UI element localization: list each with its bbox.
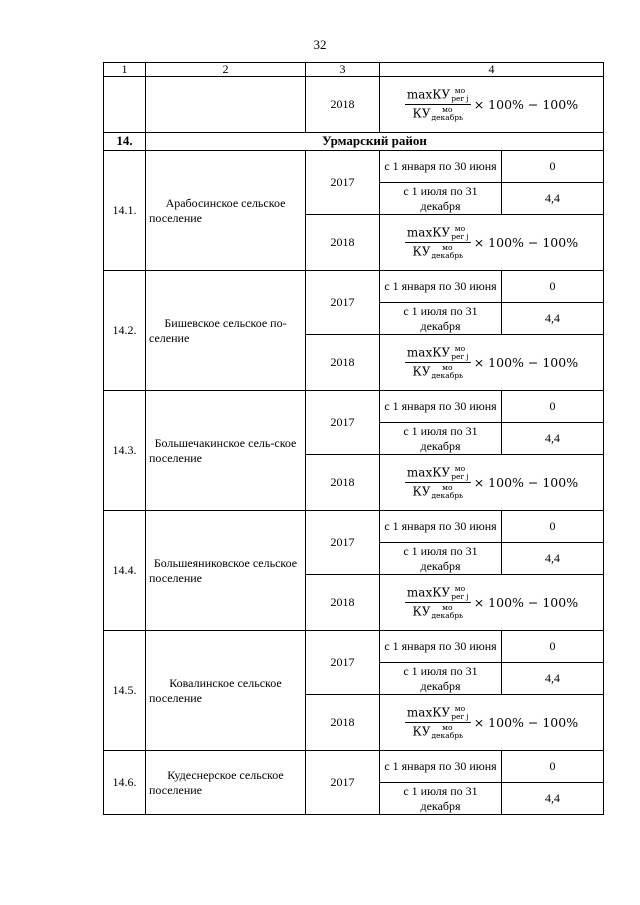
value-cell: 4,4 bbox=[502, 783, 604, 815]
formula-numerator: maxКУ мо per j bbox=[406, 464, 469, 481]
increase-formula bbox=[405, 345, 578, 380]
period-cell: с 1 июля по 31 декабря bbox=[380, 423, 502, 455]
table-row bbox=[104, 631, 604, 663]
formula-tail: × 100% − 100% bbox=[473, 714, 579, 730]
table-row bbox=[104, 391, 604, 423]
formula-tail: × 100% − 100% bbox=[473, 354, 579, 370]
formula-denominator: КУ мо декабрь bbox=[412, 105, 464, 122]
increase-formula bbox=[405, 585, 578, 620]
increase-formula bbox=[405, 87, 578, 122]
formula-numerator: maxКУ мо per j bbox=[406, 584, 469, 601]
formula-numerator: maxКУ мо per j bbox=[406, 224, 469, 241]
year-cell: 2017 bbox=[306, 511, 380, 575]
header-cell: 3 bbox=[306, 63, 380, 77]
increase-formula bbox=[405, 225, 578, 260]
formula-numerator: maxКУ мо per j bbox=[406, 344, 469, 361]
formula-denominator: КУ мо декабрь bbox=[412, 483, 464, 500]
value-cell: 0 bbox=[502, 751, 604, 783]
number-cell: 14.5. bbox=[104, 631, 146, 751]
value-cell: 4,4 bbox=[502, 423, 604, 455]
increase-formula bbox=[405, 465, 578, 500]
name-cell: Кудеснерское сельское поселение bbox=[146, 751, 306, 815]
table-row bbox=[104, 151, 604, 183]
formula-cell bbox=[380, 77, 604, 133]
formula-denominator: КУ мо декабрь bbox=[412, 243, 464, 260]
header-cell: 4 bbox=[380, 63, 604, 77]
formula-fraction bbox=[405, 345, 471, 380]
value-cell: 0 bbox=[502, 511, 604, 543]
formula-denominator: КУ мо декабрь bbox=[412, 363, 464, 380]
period-cell: с 1 января по 30 июня bbox=[380, 511, 502, 543]
year-cell: 2017 bbox=[306, 151, 380, 215]
period-cell: с 1 июля по 31 декабря bbox=[380, 303, 502, 335]
year-cell: 2017 bbox=[306, 631, 380, 695]
value-cell: 4,4 bbox=[502, 303, 604, 335]
formula-numerator: maxКУ мо per j bbox=[406, 86, 469, 103]
year-cell: 2018 bbox=[306, 695, 380, 751]
formula-denominator: КУ мо декабрь bbox=[412, 723, 464, 740]
number-cell: 14.1. bbox=[104, 151, 146, 271]
name-cell: Ковалинское сельское поселение bbox=[146, 631, 306, 751]
formula-tail: × 100% − 100% bbox=[473, 594, 579, 610]
value-cell: 4,4 bbox=[502, 183, 604, 215]
header-row bbox=[104, 63, 604, 77]
number-cell bbox=[104, 77, 146, 133]
header-cell: 1 bbox=[104, 63, 146, 77]
formula-cell bbox=[380, 575, 604, 631]
value-cell: 0 bbox=[502, 391, 604, 423]
formula-tail: × 100% − 100% bbox=[473, 234, 579, 250]
table-row bbox=[104, 751, 604, 783]
formula-denominator: КУ мо декабрь bbox=[412, 603, 464, 620]
number-cell: 14.4. bbox=[104, 511, 146, 631]
table-row bbox=[104, 511, 604, 543]
formula-fraction bbox=[405, 705, 471, 740]
value-cell: 0 bbox=[502, 631, 604, 663]
period-cell: с 1 июля по 31 декабря bbox=[380, 543, 502, 575]
period-cell: с 1 января по 30 июня bbox=[380, 151, 502, 183]
period-cell: с 1 июля по 31 декабря bbox=[380, 783, 502, 815]
section-row bbox=[104, 133, 604, 151]
formula-tail: × 100% − 100% bbox=[473, 474, 579, 490]
period-cell: с 1 января по 30 июня bbox=[380, 271, 502, 303]
formula-numerator: maxКУ мо per j bbox=[406, 704, 469, 721]
year-cell: 2018 bbox=[306, 575, 380, 631]
formula-fraction bbox=[405, 585, 471, 620]
name-cell: Арабосинское сельское поселение bbox=[146, 151, 306, 271]
period-cell: с 1 января по 30 июня bbox=[380, 391, 502, 423]
period-cell: с 1 января по 30 июня bbox=[380, 631, 502, 663]
name-cell: Большечакинское сель-ское поселение bbox=[146, 391, 306, 511]
section-title: Урмарский район bbox=[146, 133, 604, 151]
increase-formula bbox=[405, 705, 578, 740]
year-cell: 2018 bbox=[306, 335, 380, 391]
header-cell: 2 bbox=[146, 63, 306, 77]
formula-tail: × 100% − 100% bbox=[473, 96, 579, 112]
formula-fraction bbox=[405, 465, 471, 500]
table-row bbox=[104, 271, 604, 303]
name-cell: Большеяниковское сельское поселение bbox=[146, 511, 306, 631]
value-cell: 4,4 bbox=[502, 663, 604, 695]
table-row bbox=[104, 77, 604, 133]
formula-fraction bbox=[405, 87, 471, 122]
year-cell: 2018 bbox=[306, 455, 380, 511]
formula-cell bbox=[380, 215, 604, 271]
period-cell: с 1 июля по 31 декабря bbox=[380, 663, 502, 695]
year-cell: 2017 bbox=[306, 751, 380, 815]
value-cell: 0 bbox=[502, 151, 604, 183]
page-number: 32 bbox=[313, 37, 327, 52]
section-number: 14. bbox=[104, 133, 146, 151]
number-cell: 14.2. bbox=[104, 271, 146, 391]
year-cell: 2017 bbox=[306, 391, 380, 455]
period-cell: с 1 января по 30 июня bbox=[380, 751, 502, 783]
number-cell: 14.6. bbox=[104, 751, 146, 815]
tariff-table bbox=[103, 62, 604, 815]
value-cell: 4,4 bbox=[502, 543, 604, 575]
formula-cell bbox=[380, 455, 604, 511]
name-cell: Бишевское сельское по-селение bbox=[146, 271, 306, 391]
value-cell: 0 bbox=[502, 271, 604, 303]
year-cell: 2017 bbox=[306, 271, 380, 335]
formula-cell bbox=[380, 695, 604, 751]
formula-fraction bbox=[405, 225, 471, 260]
year-cell: 2018 bbox=[306, 77, 380, 133]
period-cell: с 1 июля по 31 декабря bbox=[380, 183, 502, 215]
number-cell: 14.3. bbox=[104, 391, 146, 511]
formula-cell bbox=[380, 335, 604, 391]
name-cell bbox=[146, 77, 306, 133]
year-cell: 2018 bbox=[306, 215, 380, 271]
